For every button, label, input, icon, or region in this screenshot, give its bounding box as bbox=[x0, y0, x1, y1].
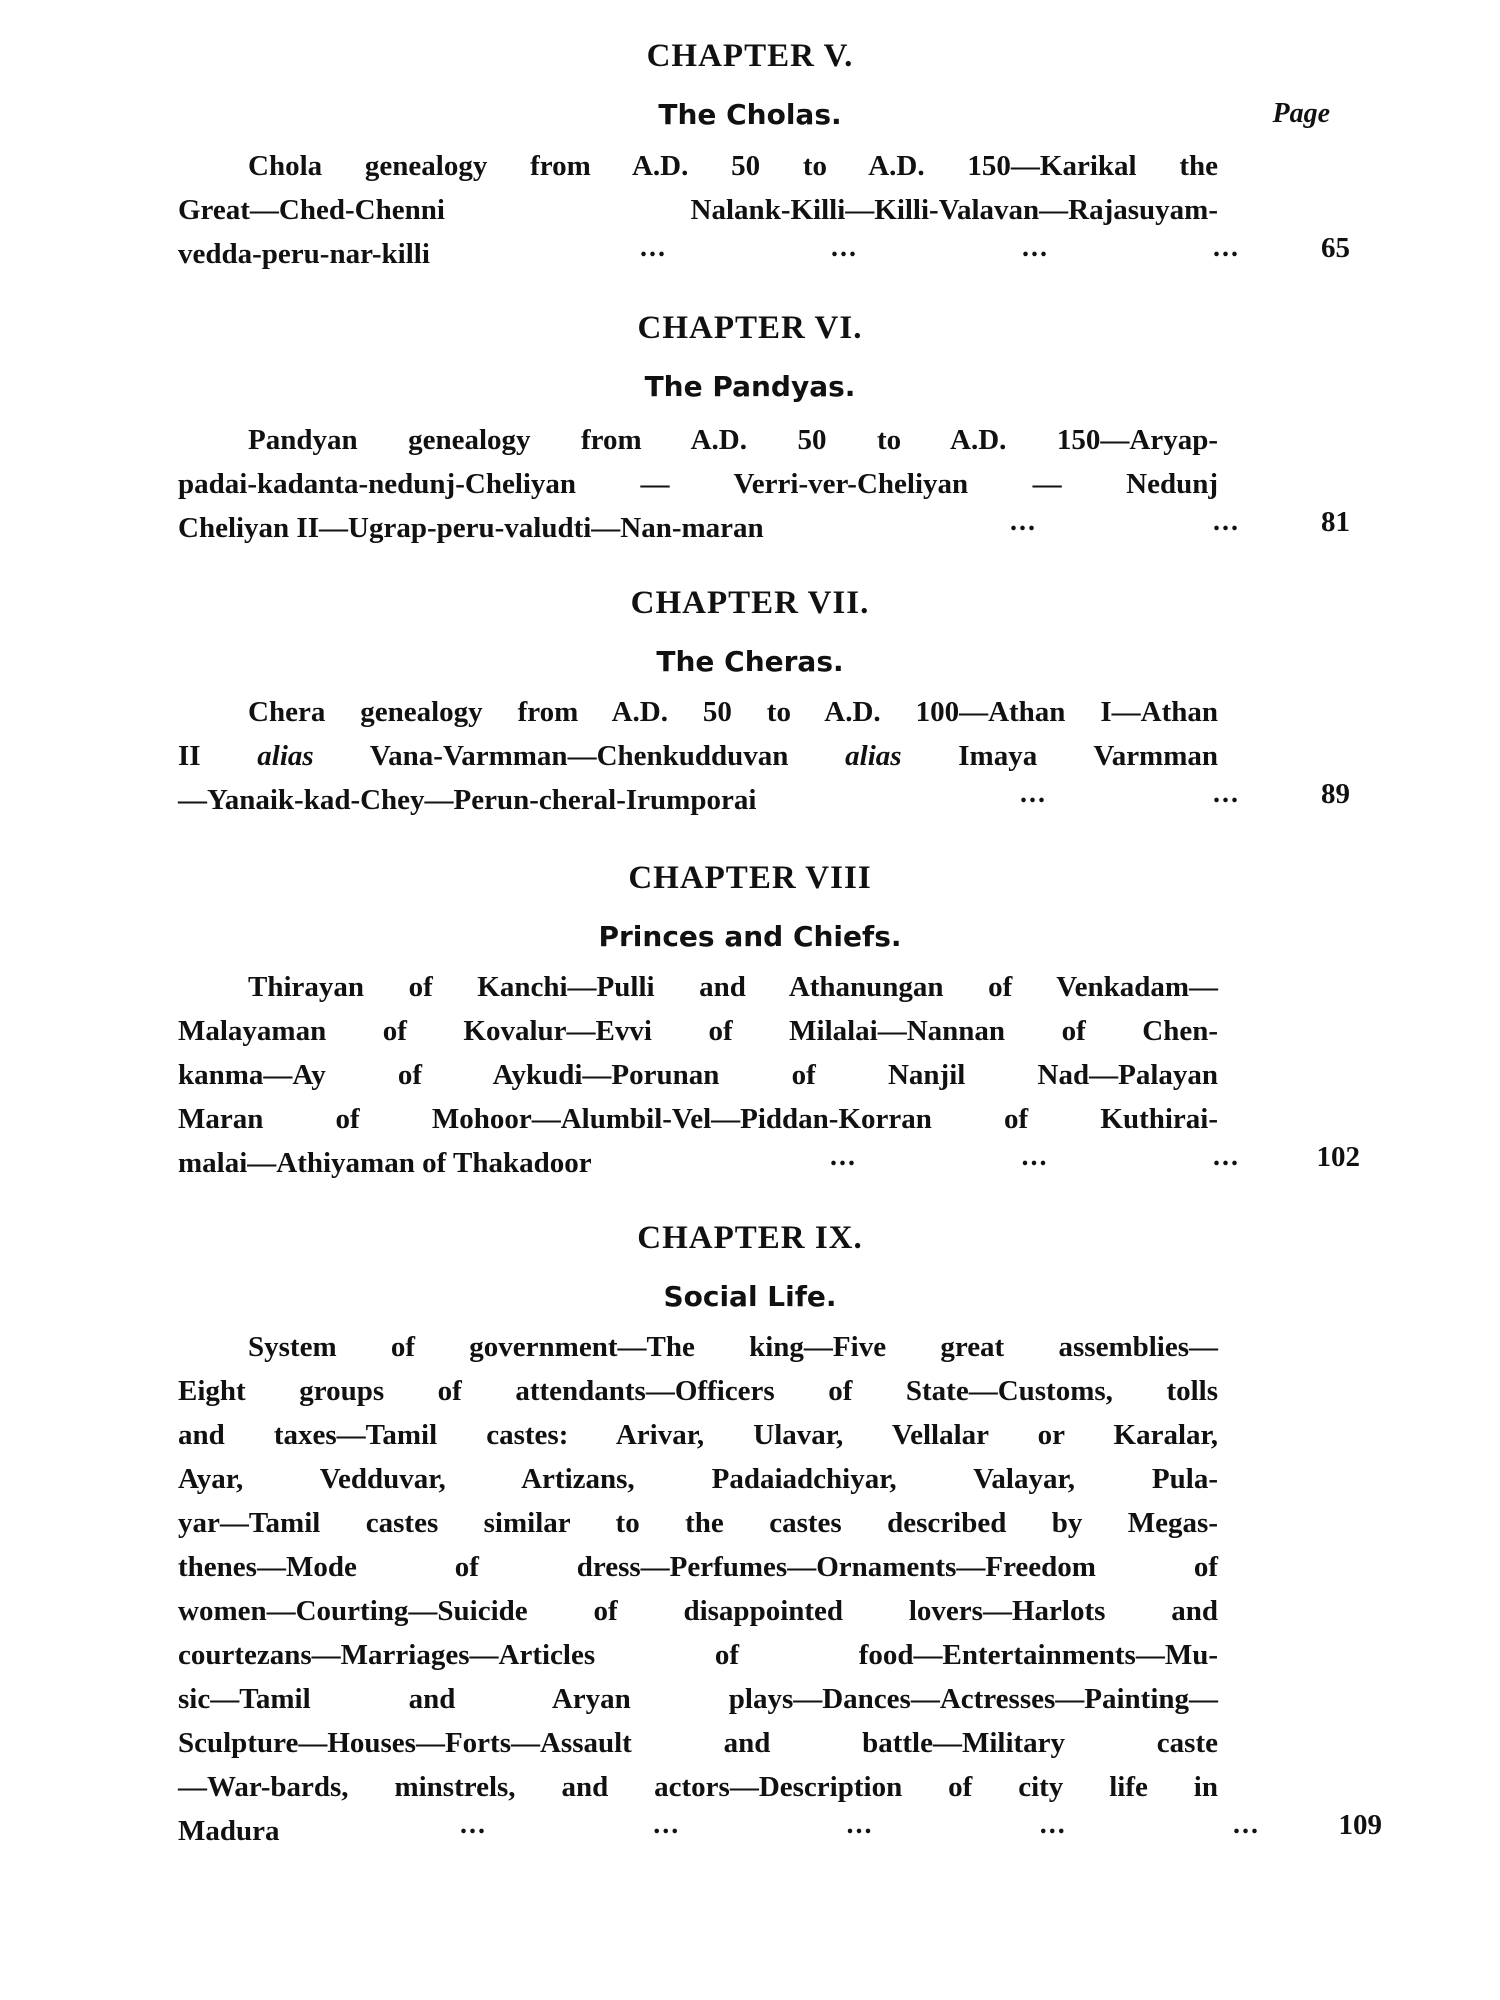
chapter-summary bbox=[178, 1325, 1218, 1853]
chapter-title: The Pandyas. bbox=[644, 370, 856, 403]
leader-dots: ... bbox=[1020, 778, 1047, 809]
dot-leader bbox=[460, 1809, 1260, 1841]
summary-line: Cheliyan II—Ugrap-peru-valudti—Nan-maran bbox=[178, 512, 764, 544]
summary-line: and taxes—Tamil castes: Arivar, Ulavar, Vellalar or Karalar, bbox=[178, 1419, 1218, 1451]
leader-dots: ... bbox=[1021, 1141, 1049, 1172]
leader-dots: ... bbox=[1213, 778, 1240, 809]
page-number: 109 bbox=[1338, 1809, 1382, 1841]
summary-line: padai-kadanta-nedunj-Cheliyan — Verri-ver-Cheliyan — Nedunj bbox=[178, 468, 1218, 500]
summary-line: —War-bards, minstrels, and actors—Description of city life in bbox=[178, 1771, 1218, 1803]
chapter-heading: CHAPTER IX. bbox=[637, 1220, 863, 1256]
leader-dots: ... bbox=[653, 1809, 681, 1840]
leader-dots: ... bbox=[640, 232, 667, 263]
summary-line: Chera genealogy from A.D. 50 to A.D. 100—Athan I—Athan bbox=[248, 696, 1218, 728]
summary-line: courtezans—Marriages—Articles of food—Entertainments—Mu- bbox=[178, 1639, 1218, 1671]
leader-dots: ... bbox=[1213, 506, 1240, 537]
leader-dots: ... bbox=[846, 1809, 874, 1840]
summary-line: vedda-peru-nar-killi bbox=[178, 238, 430, 270]
summary-line: Pandyan genealogy from A.D. 50 to A.D. 150—Aryap- bbox=[248, 424, 1218, 456]
chapter-title: The Cheras. bbox=[656, 645, 844, 678]
page-column-label: Page bbox=[1272, 98, 1330, 129]
summary-line: malai—Athiyaman of Thakadoor bbox=[178, 1147, 592, 1179]
summary-line: Maran of Mohoor—Alumbil-Vel—Piddan-Korran of Kuthirai- bbox=[178, 1103, 1218, 1135]
chapter-title: The Cholas. bbox=[658, 98, 842, 131]
summary-line: System of government—The king—Five great assemblies— bbox=[248, 1331, 1218, 1363]
summary-line: Chola genealogy from A.D. 50 to A.D. 150—Karikal the bbox=[248, 150, 1218, 182]
dot-leader bbox=[1020, 778, 1240, 810]
summary-line: Thirayan of Kanchi—Pulli and Athanungan of Venkadam— bbox=[248, 971, 1218, 1003]
summary-line: II alias Vana-Varmman—Chenkudduvan alias Imaya Varmman bbox=[178, 740, 1219, 772]
chapter-heading: CHAPTER VIII bbox=[628, 860, 872, 896]
summary-line: sic—Tamil and Aryan plays—Dances—Actresses—Painting— bbox=[178, 1683, 1218, 1715]
summary-line: Great—Ched-Chenni Nalank-Killi—Killi-Valavan—Rajasuyam- bbox=[178, 194, 1218, 226]
summary-line: yar—Tamil castes similar to the castes described by Megas- bbox=[178, 1507, 1218, 1539]
summary-line: Sculpture—Houses—Forts—Assault and battle—Military caste bbox=[178, 1727, 1218, 1759]
chapter-heading: CHAPTER VI. bbox=[637, 310, 863, 346]
leader-dots: ... bbox=[1039, 1809, 1067, 1840]
page-number: 102 bbox=[1316, 1141, 1360, 1173]
summary-line: —Yanaik-kad-Chey—Perun-cheral-Irumporai bbox=[178, 784, 757, 816]
summary-line: Madura bbox=[178, 1815, 280, 1847]
leader-dots: ... bbox=[1022, 232, 1049, 263]
summary-line: Malayaman of Kovalur—Evvi of Milalai—Nannan of Chen- bbox=[178, 1015, 1218, 1047]
page-number: 65 bbox=[1321, 232, 1350, 264]
chapter-heading: CHAPTER VII. bbox=[630, 585, 870, 621]
chapter-title: Social Life. bbox=[663, 1280, 837, 1313]
leader-dots: ... bbox=[1233, 1809, 1260, 1840]
leader-dots: ... bbox=[1213, 1141, 1240, 1172]
chapter-heading: CHAPTER V. bbox=[646, 38, 854, 74]
summary-line: kanma—Ay of Aykudi—Porunan of Nanjil Nad—Palayan bbox=[178, 1059, 1218, 1091]
page-number: 89 bbox=[1321, 778, 1350, 810]
leader-dots: ... bbox=[1010, 506, 1037, 537]
dot-leader bbox=[640, 232, 1240, 264]
leader-dots: ... bbox=[1213, 232, 1240, 263]
dot-leader bbox=[1010, 506, 1240, 538]
summary-line: thenes—Mode of dress—Perfumes—Ornaments—Freedom of bbox=[178, 1551, 1218, 1583]
chapter-title: Princes and Chiefs. bbox=[598, 920, 902, 953]
leader-dots: ... bbox=[831, 232, 858, 263]
page-number: 81 bbox=[1321, 506, 1350, 538]
leader-dots: ... bbox=[830, 1141, 857, 1172]
summary-line: Eight groups of attendants—Officers of State—Customs, tolls bbox=[178, 1375, 1218, 1407]
summary-line: women—Courting—Suicide of disappointed lovers—Harlots and bbox=[178, 1595, 1218, 1627]
summary-line: Ayar, Vedduvar, Artizans, Padaiadchiyar, Valayar, Pula- bbox=[178, 1463, 1218, 1495]
dot-leader bbox=[830, 1141, 1240, 1173]
leader-dots: ... bbox=[460, 1809, 487, 1840]
